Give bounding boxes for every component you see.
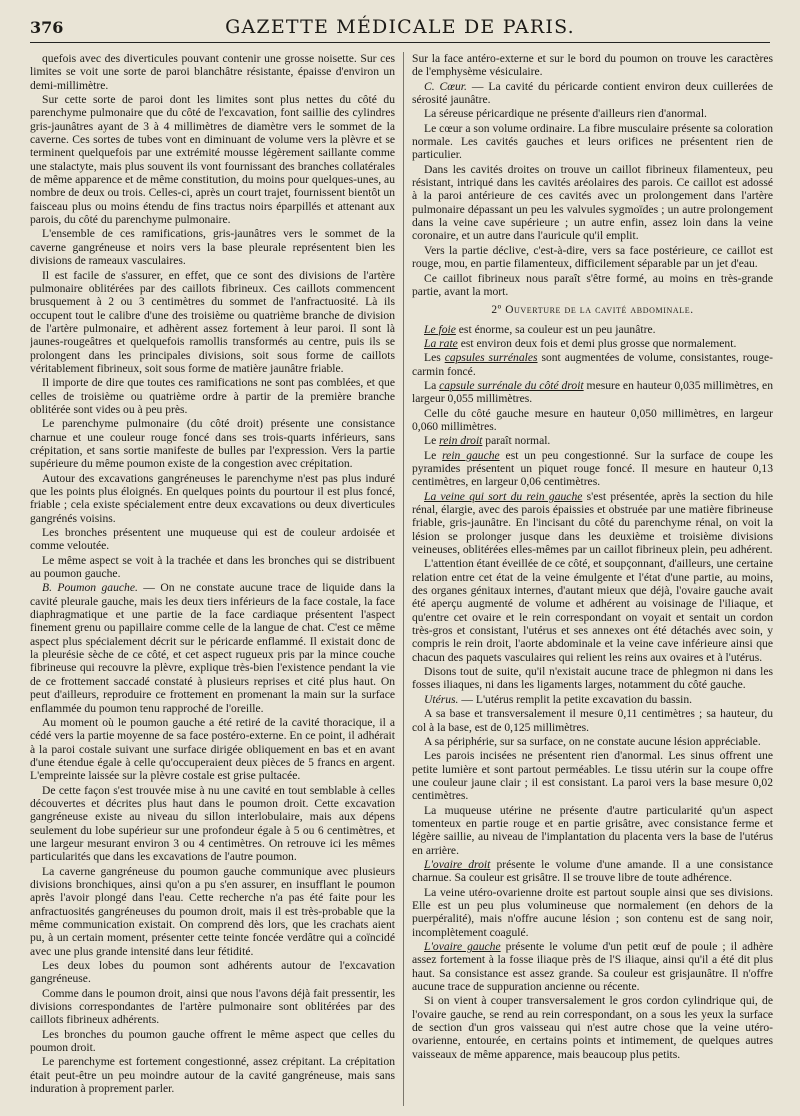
paragraph-text: s'est présentée, après la section du hile rénal, élargie, avec des parois épaissies et obstruée par une matière fibrineuse friable, gris-jaunâtre. En l'incisant du côté du parenchyme rénal, on voit la lésion se prolonger jusque dans les deuxième et troisième divisions veineuses, oblitérées elles-mêmes par un caillot fibrineux plein, peu adhérent.	[412, 489, 773, 557]
paragraph-text: Celle du côté gauche mesure en hauteur 0,050 millimètres, en largeur 0,060 millimètres.	[412, 406, 773, 433]
paragraph	[412, 693, 773, 706]
paragraph	[412, 749, 773, 802]
subsection-lead: Utérus.	[424, 692, 459, 706]
paragraph	[412, 122, 773, 162]
paragraph	[412, 434, 773, 447]
organ-term: capsule surrénale du côté droit	[439, 378, 584, 392]
paragraph-text: Les bronches présentent une muqueuse qui est de couleur ardoisée et comme veloutée.	[30, 526, 395, 553]
organ-term: capsules surrénales	[444, 351, 538, 365]
paragraph-text: Le cœur a son volume ordinaire. La fibre musculaire présente sa coloration normale. Les cavités gauches et leurs orifices ne présentent rien de particulier.	[412, 121, 773, 162]
paragraph-text: — On ne constate aucune trace de liquide dans la cavité pleurale gauche, mais les deux tiers inférieurs de la face costale, la face diaphragmatique et une partie de la face cardiaque présentent l'aspect finement grenu ou papillaire comme celle de la langue de chat. C'est ce même aspect plus spécialement décrit sur le péricarde enflammé. Il existait donc de la pleurésie sèche de ce côté, et cet aspect rugueux pris par la mince couche fibrineuse qui recouvre la plèvre, explique très-bien l'existence pendant la vie de ce frottement saccadé constaté à plusieurs reprises et cité plus haut. On peut d'ailleurs, reproduire ce frottement en promenant la main sur la surface enflammée du poumon tenu rapproché de l'oreille.	[30, 581, 395, 715]
paragraph-text: L'ensemble de ces ramifications, gris-jaunâtres vers le sommet de la caverne gangréneuse et noirs vers la base pleurale représentent bien les divisions de rameaux vasculaires.	[30, 227, 395, 268]
paragraph	[30, 1028, 395, 1055]
paragraph-text: Sur cette sorte de paroi dont les limites sont plus nettes du côté du parenchyme pulmonaire que du côté de l'excavation, font saillie des cylindres gris-jaunâtres ayant de 3 à 4 millimètres de diamètre vers le sommet de la caverne. Ces sortes de tubes vont en diminuant de volume vers la plèvre et se terminent quelquefois par une extrémité mousse légèrement saillante comme une stalactyte, mais plus souvent ils vont fournissant des branches collatérales de même apparence et de même constitution, du moins pour quelques-unes, au nombre de deux ou trois. Celles-ci, après un court trajet, fournissent bientôt un faisceau plus ou moins étendu de fins tractus noirs éparpillés et attenant aux parois, du côté du parenchyme pulmonaire.	[30, 93, 395, 227]
paragraph	[30, 227, 395, 267]
paragraph-text: Dans les cavités droites on trouve un caillot fibrineux filamenteux, peu résistant, intriqué dans les cavités aréolaires des parois. Ce caillot est adossé à la paroi antérieure de ces cavités avec un prolongement dans l'artère pulmonaire dépassant un peu les valvules sygmoïdes ; un autre prolongement dans la veine cave supérieure ; un autre enfin, assez loin dans la veine coronaire, et un autre dans l'auricule qu'il emplit.	[412, 162, 773, 243]
paragraph-text: La muqueuse utérine ne présente d'autre particularité qu'un aspect tomenteux en partie rouge et en partie grisâtre, avec consistance ferme et légère saillie, au niveau de l'implantation du placenta vers la base de l'utérus en arrière.	[412, 803, 773, 857]
paragraph	[30, 417, 395, 470]
paragraph-prefix: La	[424, 378, 440, 392]
paragraph	[412, 407, 773, 434]
paragraph-text: Les bronches du poumon gauche offrent le même aspect que celles du poumon droit.	[30, 1027, 395, 1055]
subsection-lead: B. Poumon gauche.	[42, 581, 138, 595]
paragraph	[412, 940, 773, 993]
paragraph	[412, 163, 773, 243]
paragraph-text: A sa périphérie, sur sa surface, on ne constate aucune lésion appréciable.	[424, 734, 761, 748]
paragraph-text: Le même aspect se voit à la trachée et dans les bronches qui se distribuent au poumon gauche.	[30, 553, 395, 581]
paragraph-text: présente le volume d'une amande. Il a une consistance charnue. Sa couleur est grisâtre. Il se trouve libre de toute adhérence.	[412, 857, 773, 885]
paragraph	[412, 80, 773, 107]
paragraph	[412, 557, 773, 664]
paragraph-text: paraît normal.	[482, 434, 551, 448]
paragraph-text: La séreuse péricardique ne présente d'ailleurs rien d'anormal.	[424, 107, 707, 121]
paragraph	[30, 716, 395, 783]
paragraph-text: Le parenchyme pulmonaire (du côté droit) présente une consistance charnue et une couleur rouge foncé dans ses trois-quarts inférieurs, sans crépitation, et sans sortie manifeste de bulles par l'expression. Vers la partie supérieure du même poumon existe de la congestion avec crépitation.	[30, 417, 395, 471]
paragraph-text: Vers la partie déclive, c'est-à-dire, vers sa face postérieure, ce caillot est rouge, mou, en partie filamenteux, difficilement séparable par un jet d'eau.	[412, 243, 773, 271]
paragraph	[412, 337, 773, 350]
paragraph	[30, 269, 395, 376]
paragraph-text: Il est facile de s'assurer, en effet, que ce sont des divisions de l'artère pulmonaire oblitérées par des caillots fibrineux. Ces caillots commencent brusquement à 2 ou 3 centimètres du sommet de l'anfractuosité. Là ils occupent tout le calibre d'une des troisième ou quatrième branche de division de l'artère pulmonaire, et adhèrent assez fortement à leur paroi. Il sont là jaunes-rougeâtres et quelquefois ramollis transformés au centre, puis ils se prolongent dans les principales divisions, soit sous forme de caillots véritablement fibrineux, soit sous forme de matière jaunâtre friable.	[30, 268, 395, 375]
paragraph	[30, 1055, 395, 1095]
subsection-lead: C. Cœur.	[424, 79, 467, 93]
paragraph	[412, 244, 773, 271]
organ-term: L'ovaire droit	[424, 857, 491, 871]
paragraph-prefix: Le	[424, 434, 440, 448]
paragraph-text: Si on vient à couper transversalement le gros cordon cylindrique qui, de l'ovaire gauche, se rend au rein correspondant, on a sous les yeux la surface de section d'un gros vaisseau qui n'est autre chose que la veine utéro-ovarienne, entourée, en certains points et intimement, de quelques autres vaisseaux de même apparence, mais beaucoup plus petits.	[412, 994, 773, 1061]
organ-term: La rate	[424, 336, 458, 350]
page-number: 376	[30, 18, 64, 37]
paragraph	[412, 707, 773, 734]
paragraph-text: quefois avec des diverticules pouvant contenir une grosse noisette. Sur ces limites se voit une sorte de paroi blanchâtre résistante, épaisse d'environ un demi-millimètre.	[30, 52, 395, 92]
paragraph	[412, 272, 773, 299]
paragraph-text: Disons tout de suite, qu'il n'existait aucune trace de phlegmon ni dans les fosses iliaques, ni dans les ligaments larges, notamment du côté gauche.	[412, 665, 773, 692]
paragraph	[412, 858, 773, 885]
paragraph	[412, 490, 773, 557]
right-column	[412, 52, 773, 1110]
paragraph	[412, 804, 773, 857]
paragraph-text: mesure en hauteur 0,035 millimètres, en largeur 0,055 millimètres.	[412, 378, 773, 406]
section-heading: 2º Ouverture de la cavité abdominale.	[491, 304, 694, 317]
paragraph-text: Ce caillot fibrineux nous paraît s'être formé, au moins en très-grande partie, avant la mort.	[412, 271, 773, 298]
column-divider	[403, 52, 404, 1106]
paragraph	[412, 665, 773, 692]
paragraph-text: Il importe de dire que toutes ces ramifications ne sont pas comblées, et que celles de troisième ou quatrième ordre à partir de la première branche oblitérée sont vides ou à peu près.	[30, 376, 395, 416]
paragraph-text: Les deux lobes du poumon sont adhérents autour de l'excavation gangréneuse.	[30, 959, 395, 986]
paragraph	[30, 472, 395, 525]
organ-term: La veine qui sort du rein gauche	[424, 489, 583, 503]
paragraph	[412, 886, 773, 939]
paragraph-text: A sa base et transversalement il mesure 0,11 centimètres ; sa hauteur, du col à la base, est de 0,125 millimètres.	[412, 707, 773, 734]
paragraph-text: Sur la face antéro-externe et sur le bord du poumon on trouve les caractères de l'emphysème vésiculaire.	[412, 52, 773, 79]
paragraph-text: — La cavité du péricarde contient environ deux cuillerées de sérosité jaunâtre.	[412, 79, 773, 107]
journal-title: GAZETTE MÉDICALE DE PARIS.	[225, 16, 575, 38]
paragraph-text: Le parenchyme est fortement congestionné, assez crépitant. La crépitation était peut-être un peu moindre autour de la cavité gangréneuse, mais sans induration à proprement parler.	[30, 1055, 395, 1096]
organ-term: Le foie	[424, 322, 456, 336]
paragraph	[412, 323, 773, 336]
paragraph	[30, 784, 395, 864]
paragraph-text: est énorme, sa couleur est un peu jaunâtre.	[455, 322, 656, 336]
paragraph	[30, 959, 395, 986]
paragraph-text: Autour des excavations gangréneuses le parenchyme n'est pas plus induré que les points plus éloignés. En quelques points du pourtour il est plus foncé, friable ; cela existe spécialement entre deux excavations ou deux diverticules gangrénés voisins.	[30, 471, 395, 525]
paragraph	[412, 994, 773, 1061]
paragraph	[30, 554, 395, 581]
paragraph-text: L'attention étant éveillée de ce côté, et soupçonnant, d'ailleurs, une certaine relation entre cet état de la veine émulgente et l'état d'une partie, au moins, des organes génitaux internes, d'autant mieux que déjà, l'ovaire gauche avait été aperçu augmenté de volume et adhérent au voisinage de l'iliaque, et qu'entre cet ovaire et le rein correspondant on voyait et sentait un cordon très-gros et consistant, l'utérus et ses annexes ont été détachés avec soin, y compris le rein droit, l'aorte abdominale et la veine cave inférieure ainsi que chacun des paquets vasculaires qui relient les reins aux ovaires et à l'utérus.	[412, 557, 773, 664]
paragraph-text: est environ deux fois et demi plus grosse que normalement.	[457, 336, 737, 350]
paragraph	[30, 93, 395, 226]
paragraph-prefix: Les	[424, 351, 445, 365]
paragraph	[30, 581, 395, 714]
paragraph	[30, 526, 395, 553]
paragraph-text: Au moment où le poumon gauche a été retiré de la cavité thoracique, il a cédé vers la partie moyenne de sa face postéro-externe. En ce point, il adhérait à la paroi costale suivant une surface dirigée obliquement en bas et en avant d'une étendue égale à celle qu'occuperaient deux pièces de 5 francs en argent. L'empreinte laissée sur la plèvre costale est grise pultacée.	[30, 715, 395, 783]
paragraph	[412, 449, 773, 489]
paragraph-text: La veine utéro-ovarienne droite est partout souple ainsi que ses divisions. Elle est un peu plus volumineuse que normalement (en dehors de la puerpéralité), mais n'offre aucune lésion ; son contenu est de sang noir, incomplètement coagulé.	[412, 885, 773, 939]
organ-term: L'ovaire gauche	[424, 940, 501, 953]
paragraph	[30, 865, 395, 958]
paragraph	[412, 735, 773, 748]
paragraph-text: Comme dans le poumon droit, ainsi que nous l'avons déjà fait pressentir, les divisions correspondantes de l'artère pulmonaire sont oblitérées par des caillots fibrineux adhérents.	[30, 986, 395, 1027]
paragraph-text: est un peu congestionné. Sur la surface de coupe les pyramides présentent un piquet rouge foncé. Il mesure en hauteur 0,13 centimètres, en largeur 0,06 centimètres.	[412, 448, 773, 489]
paragraph-text: De cette façon s'est trouvée mise à nu une cavité en tout semblable à celles découvertes et décrites plus haut dans le poumon droit. Cette excavation gangréneuse existe au niveau du sillon interlobulaire, mais aux dépens seulement du lobe supérieur sur une profondeur égale à 5 ou 6 centimètres, et une largeur mesurant environ 3 ou 4 centimètres. On retrouve ici les mêmes particularités que dans les excavations de l'autre poumon.	[30, 783, 395, 864]
paragraph-text: sont augmentées de volume, consistantes, rouge-carmin foncé.	[412, 351, 773, 378]
paragraph-text: présente le volume d'un petit œuf de poule ; il adhère assez fortement à la fosse iliaque près de l'S iliaque, ainsi qu'il a été dit plus haut. Sa consistance est assez grande. Sa couleur est grisjaunâtre. Il n'offre aucune trace de suppuration ancienne ou récente.	[412, 940, 773, 994]
paragraph-text: La caverne gangréneuse du poumon gauche communique avec plusieurs divisions bronchiques, ainsi qu'on a pu s'en assurer, en insufflant le poumon après l'avoir plongé dans l'eau. Cette recherche n'a pas été faite pour les anfractuosités gangréneuses du poumon droit, mais il est très-probable que la même communication existait. On comprend dès lors, que les crachats aient pu, à un certain moment, présenter cette teinte foncée verdâtre qui a coïncidé avec une plus grande intensité dans leur fétidité.	[30, 864, 395, 958]
paragraph	[30, 376, 395, 416]
running-header	[30, 14, 770, 43]
left-column	[30, 52, 395, 1110]
organ-term: rein gauche	[442, 448, 500, 462]
paragraph-text: — L'utérus remplit la petite excavation du bassin.	[458, 692, 693, 706]
paragraph	[412, 107, 773, 120]
paragraph	[30, 987, 395, 1027]
paragraph	[412, 52, 773, 79]
paragraph	[30, 52, 395, 92]
paragraph-prefix: Le	[424, 448, 443, 462]
paragraph-text: Les parois incisées ne présentent rien d'anormal. Les sinus offrent une petite lumière et sont partout perméables. Le tissu utérin sur la coupe offre une couleur jaune clair ; il est consistant. La paroi vers la base mesure 0,02 centimètres.	[412, 749, 773, 803]
organ-term: rein droit	[439, 434, 483, 448]
paragraph	[412, 351, 773, 378]
paragraph	[412, 379, 773, 406]
